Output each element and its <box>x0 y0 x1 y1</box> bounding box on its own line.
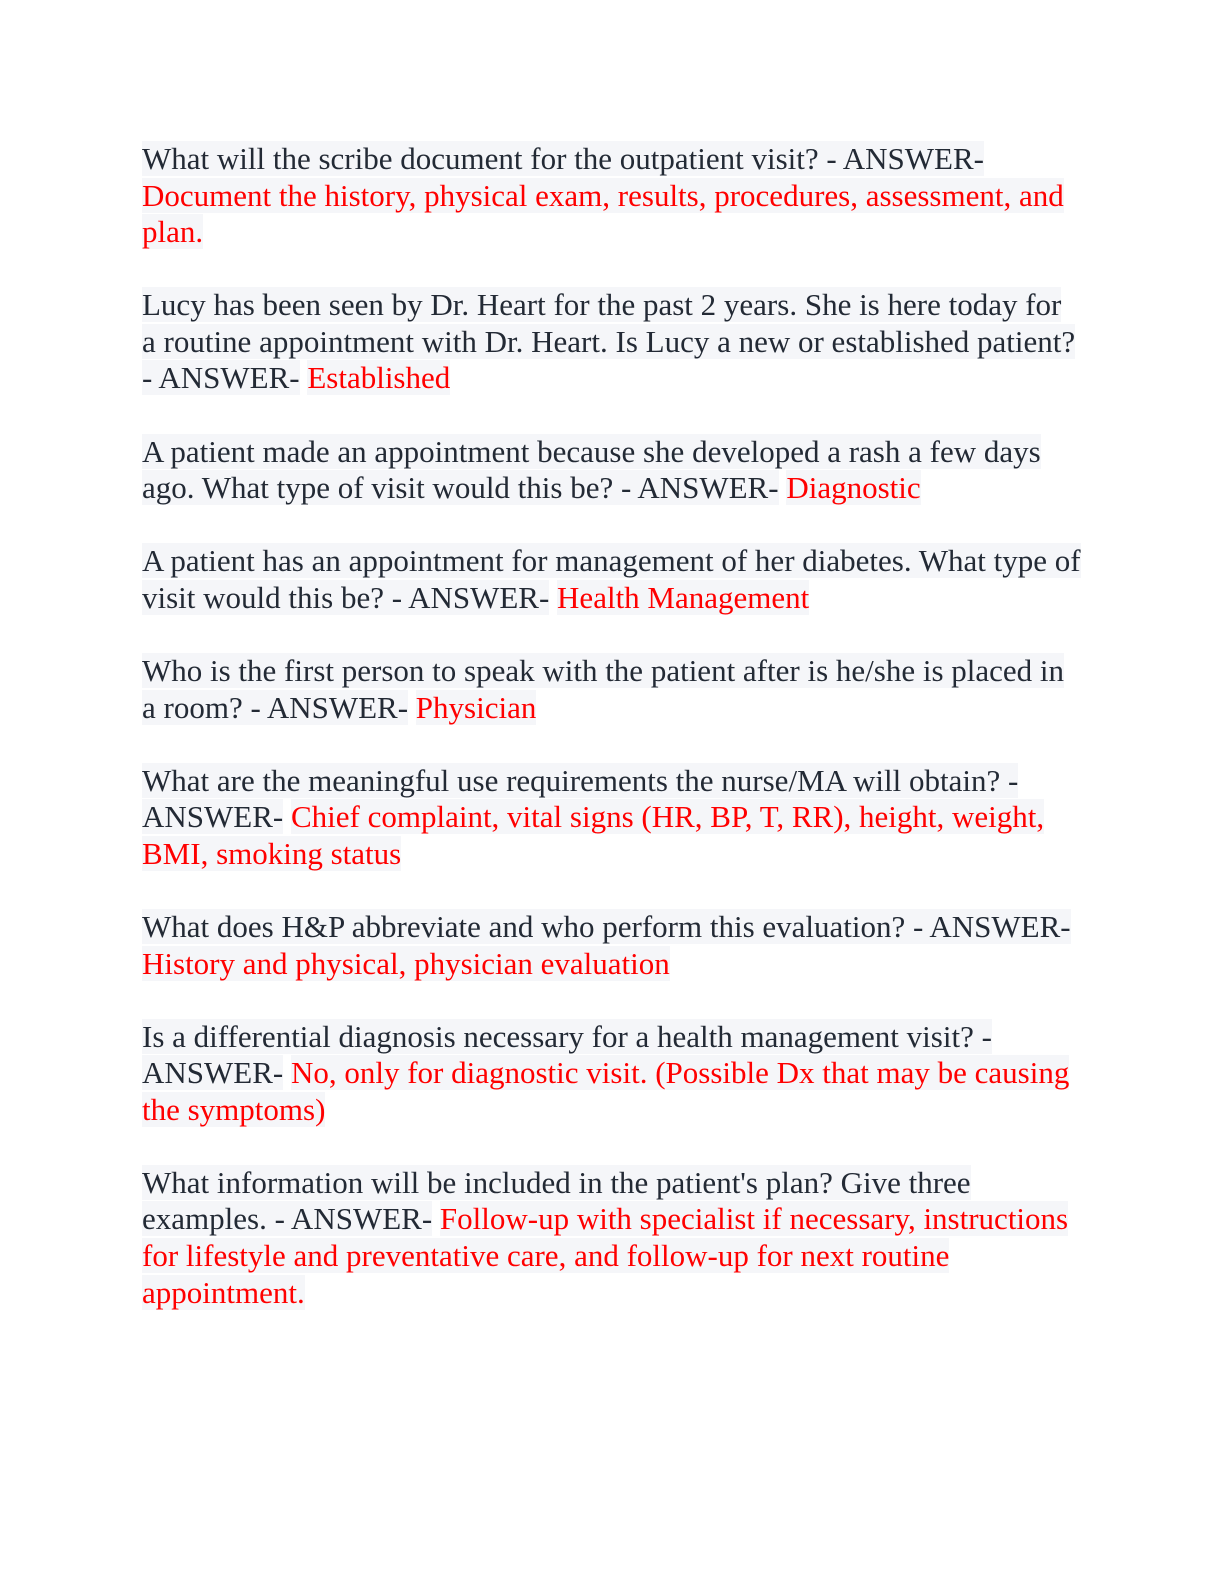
answer-text: Document the history, physical exam, results, procedures, assessment, and plan. <box>142 177 1064 250</box>
answer-text: Physician <box>415 689 537 725</box>
qa-item <box>142 909 1082 982</box>
question-text: What are the meaningful use requirements the nurse/MA will obtain? - ANSWER- <box>142 762 1019 835</box>
qa-item <box>142 543 1082 616</box>
question-text: Lucy has been seen by Dr. Heart for the past 2 years. She is here today for a routine appointment with Dr. Heart. Is Lucy a new or established patient? - ANSWER- <box>142 287 1076 396</box>
qa-item <box>142 434 1082 507</box>
question-text: What will the scribe document for the outpatient visit? - ANSWER- <box>142 141 984 176</box>
qa-item <box>142 1165 1082 1311</box>
qa-item <box>142 141 1082 251</box>
question-text: What information will be included in the patient's plan? Give three examples. - ANSWER- <box>142 1164 971 1237</box>
answer-text: Established <box>307 360 451 396</box>
qa-item <box>142 763 1082 873</box>
qa-item <box>142 287 1082 397</box>
question-text: A patient has an appointment for management of her diabetes. What type of visit would this be? - ANSWER- <box>142 543 1081 615</box>
qa-item <box>142 653 1082 726</box>
answer-text: Chief complaint, vital signs (HR, BP, T, RR), height, weight, BMI, smoking status <box>142 799 1045 871</box>
answer-text: History and physical, physician evaluation <box>142 945 670 981</box>
document-page <box>142 141 1082 1348</box>
answer-text: Follow-up with specialist if necessary, instructions for lifestyle and preventative care, and follow-up for next routine appointment. <box>142 1201 1069 1310</box>
qa-item <box>142 1019 1082 1129</box>
answer-text: No, only for diagnostic visit. (Possible Dx that may be causing the symptoms) <box>142 1055 1070 1127</box>
answer-text: Health Management <box>557 579 810 615</box>
question-text: Is a differential diagnosis necessary for a health management visit? - ANSWER- <box>142 1018 992 1091</box>
question-text: Who is the first person to speak with the patient after is he/she is placed in a room? - ANSWER- <box>142 652 1065 725</box>
answer-text: Diagnostic <box>786 470 921 506</box>
question-text: A patient made an appointment because she developed a rash a few days ago. What type of visit would this be? - ANSWER- <box>142 433 1041 506</box>
question-text: What does H&P abbreviate and who perform this evaluation? - ANSWER- <box>142 908 1071 944</box>
